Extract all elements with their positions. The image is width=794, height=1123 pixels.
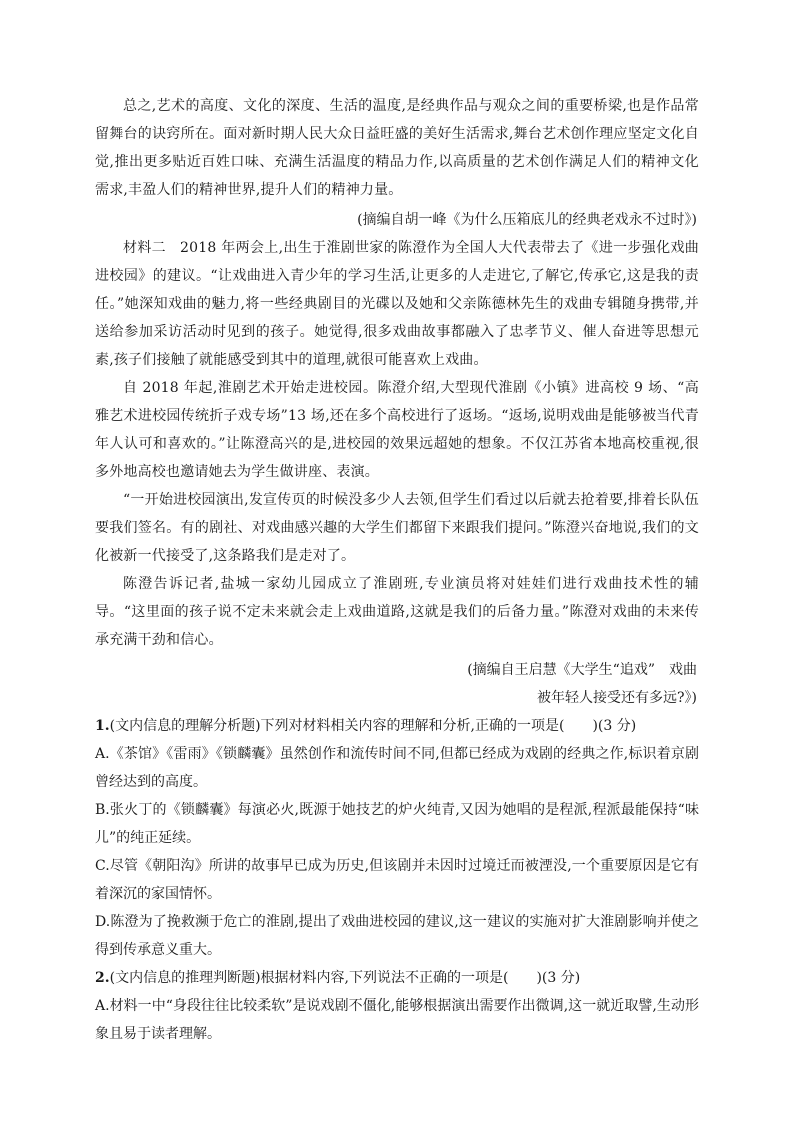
material2-paragraph-2: 自 2018 年起,淮剧艺术开始走进校园。陈澄介绍,大型现代淮剧《小镇》进高校 9 场、“高雅艺术进校园传统折子戏专场”13 场,还在多个高校进行了返场。“返场,说明戏曲是能够被当代青年人认可和喜欢的。”让陈澄高兴的是,进校园的效果远超她的想象。不仅江苏省本地高校重视,很多外地高校也邀请她去为学生做讲座、表演。	[95, 380, 699, 480]
document-page	[95, 92, 699, 1048]
question-2-option-a: A.材料一中“身段往往比较柔软”是说戏剧不僵化,能够根据演出需要作出微调,这一就近取譬,生动形象且易于读者理解。	[95, 998, 699, 1042]
question-2-text: (文内信息的推理判断题)根据材料内容,下列说法不正确的一项是( )(3 分)	[109, 970, 581, 986]
question-1-option-a: A.《茶馆》《雷雨》《锁麟囊》虽然创作和流传时间不同,但都已经成为戏剧的经典之作,标识着京剧曾经达到的高度。	[95, 746, 699, 790]
material2-source-line2: 被年轻人接受还有多远?》)	[537, 690, 697, 706]
material2-paragraph-1-text: 2018 年两会上,出生于淮剧世家的陈澄作为全国人大代表带去了《进一步强化戏曲进校园》的建议。“让戏曲进入青少年的学习生活,让更多的人走进它,了解它,传承它,这是我的责任。”她深知戏曲的魅力,将一些经典剧目的光碟以及她和父亲陈德林先生的戏曲专辑随身携带,并送给参加采访活动时见到的孩子。她觉得,很多戏曲故事都融入了忠孝节义、催人奋进等思想元素,孩子们接触了就能感受到其中的道理,就很可能喜欢上戏曲。	[95, 240, 699, 368]
question-1-option-d: D.陈澄为了挽救濒于危亡的淮剧,提出了戏曲进校园的建议,这一建议的实施对扩大淮剧影响并使之得到传承意义重大。	[95, 914, 699, 958]
question-2-number: 2.	[95, 970, 110, 986]
material2-label: 材料二	[123, 240, 167, 256]
question-1-stem	[95, 712, 699, 740]
question-1-option-b: B.张火丁的《锁麟囊》每演必火,既源于她技艺的炉火纯青,又因为她唱的是程派,程派最能保持“味儿”的纯正延续。	[95, 802, 699, 846]
question-1-text: (文内信息的理解分析题)下列对材料相关内容的理解和分析,正确的一项是( )(3 分)	[109, 718, 637, 734]
material1-paragraph: 总之,艺术的高度、文化的深度、生活的温度,是经典作品与观众之间的重要桥梁,也是作品常留舞台的诀窍所在。面对新时期人民大众日益旺盛的美好生活需求,舞台艺术创作理应坚定文化自觉,推出更多贴近百姓口味、充满生活温度的精品力作,以高质量的艺术创作满足人们的精神文化需求,丰盈人们的精神世界,提升人们的精神力量。	[95, 98, 699, 198]
question-1-option-c: C.尽管《朝阳沟》所讲的故事早已成为历史,但该剧并未因时过境迁而被湮没,一个重要原因是它有着深沉的家国情怀。	[95, 858, 699, 902]
material2-paragraph-3: “一开始进校园演出,发宣传页的时候没多少人去领,但学生们看过以后就去抢着要,排着长队伍要我们签名。有的剧社、对戏曲感兴趣的大学生们都留下来跟我们提问。”陈澄兴奋地说,我们的文化被新一代接受了,这条路我们是走对了。	[95, 492, 699, 564]
question-1-number: 1.	[95, 718, 110, 734]
material2-paragraph-4: 陈澄告诉记者,盐城一家幼儿园成立了淮剧班,专业演员将对娃娃们进行戏曲技术性的辅导。“这里面的孩子说不定未来就会走上戏曲道路,这就是我们的后备力量。”陈澄对戏曲的未来传承充满干劲和信心。	[95, 576, 699, 648]
material2-paragraph-1	[95, 234, 699, 374]
question-2-stem	[95, 964, 699, 992]
material1-source: (摘编自胡一峰《为什么压箱底儿的经典老戏永不过时》)	[357, 212, 697, 228]
material2-source-line1: (摘编自王启慧《大学生“追戏” 戏曲	[467, 662, 697, 678]
